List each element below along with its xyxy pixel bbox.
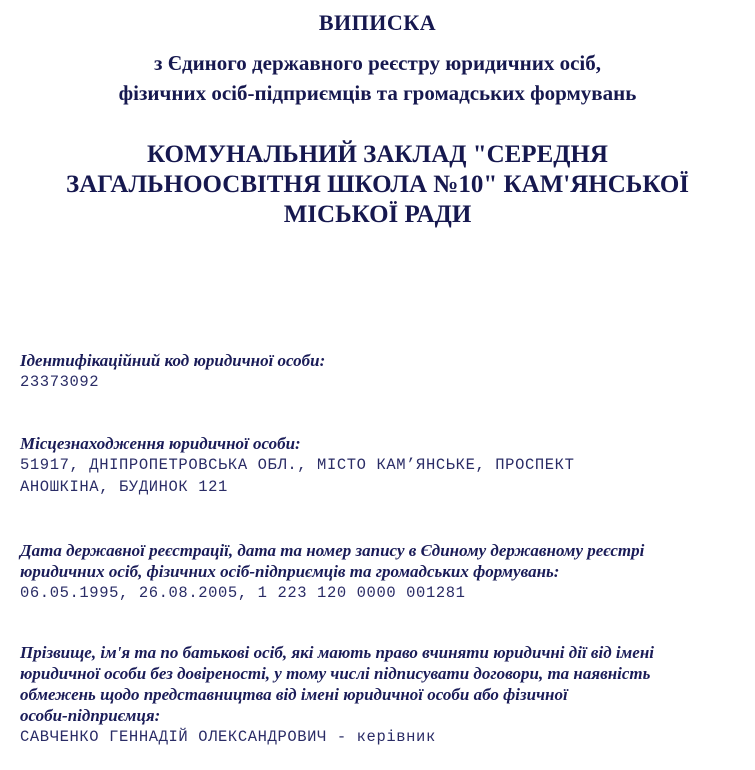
identification-code-field <box>20 350 745 393</box>
organization-name <box>20 140 735 230</box>
identification-code-label: Ідентифікаційний код юридичної особи: <box>20 351 326 370</box>
identification-code-value: 23373092 <box>20 373 100 391</box>
authorized-persons-field <box>20 642 745 748</box>
subtitle-line-1: з Єдиного державного реєстру юридичних осіб, <box>154 51 601 75</box>
address-value-line-2: АНОШКІНА, БУДИНОК 121 <box>20 478 228 496</box>
organization-name-line-2: ЗАГАЛЬНООСВІТНЯ ШКОЛА №10" КАМ'ЯНСЬКОЇ <box>66 171 689 198</box>
address-value-line-1: 51917, ДНІПРОПЕТРОВСЬКА ОБЛ., МІСТО КАМ’ЯНСЬКЕ, ПРОСПЕКТ <box>20 456 575 474</box>
authorized-persons-label-line-3: обмежень щодо представництва від імені юридичної особи або фізичної <box>20 685 568 704</box>
organization-name-line-3: МІСЬКОЇ РАДИ <box>283 201 472 228</box>
organization-name-line-1: КОМУНАЛЬНИЙ ЗАКЛАД "СЕРЕДНЯ <box>147 141 608 168</box>
authorized-persons-label-line-4: особи-підприємця: <box>20 706 161 725</box>
authorized-persons-label-line-2: юридичної особи без довіреності, у тому числі підписувати договори, та наявність <box>20 664 651 683</box>
authorized-persons-label-line-1: Прізвище, ім'я та по батькові осіб, які мають право вчиняти юридичні дії від імені <box>20 643 654 662</box>
document-title: ВИПИСКА <box>318 10 437 35</box>
address-label: Місцезнаходження юридичної особи: <box>20 434 301 453</box>
address-field <box>20 433 745 498</box>
registration-label-line-2: юридичних осіб, фізичних осіб-підприємців та громадських формувань: <box>20 562 560 581</box>
authorized-persons-value: САВЧЕНКО ГЕННАДІЙ ОЛЕКСАНДРОВИЧ - керівник <box>20 728 436 746</box>
subtitle-line-2: фізичних осіб-підприємців та громадських формувань <box>118 81 637 105</box>
registration-value: 06.05.1995, 26.08.2005, 1 223 120 0000 001281 <box>20 584 466 602</box>
document-subtitle <box>0 48 755 108</box>
registration-label-line-1: Дата державної реєстрації, дата та номер запису в Єдиному державному реєстрі <box>20 541 645 560</box>
registration-field <box>20 540 745 604</box>
